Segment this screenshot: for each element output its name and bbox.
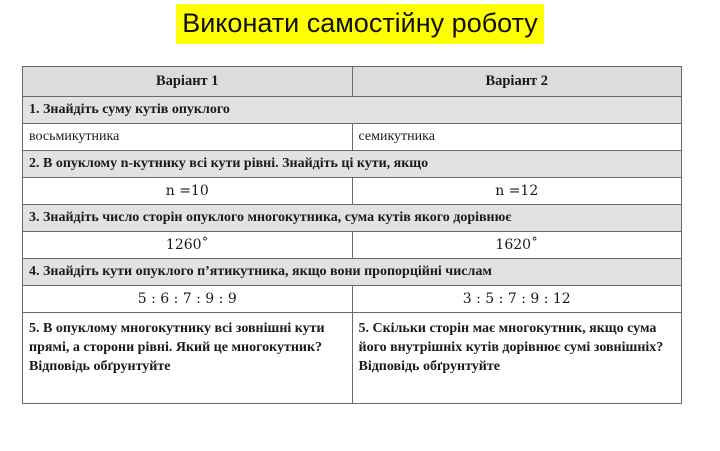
task-4-question: 4. Знайдіть кути опуклого п’ятикутника, якщо вони пропорційні числам [23, 259, 682, 286]
task-3-question: 3. Знайдіть число сторін опуклого многокутника, сума кутів якого дорівнює [23, 205, 682, 232]
task-2-variant-2: n =12 [352, 178, 682, 205]
task-3-question-row [23, 205, 682, 232]
task-5-variant-1: 5. В опуклому многокутнику всі зовнішні кути прямі, а сторони рівні. Який це многокутник? Відповідь обґрунтуйте [23, 313, 353, 404]
task-1-question: 1. Знайдіть суму кутів опуклого [23, 97, 682, 124]
task-4-variant-1: 5 : 6 : 7 : 9 : 9 [23, 286, 353, 313]
task-2-question: 2. В опуклому n-кутнику всі кути рівні. Знайдіть ці кути, якщо [23, 151, 682, 178]
task-1-variant-2: семикутника [352, 124, 682, 151]
task-2-variant-1: n =10 [23, 178, 353, 205]
task-4-answers-row [23, 286, 682, 313]
title-container [0, 4, 720, 44]
tasks-table [22, 66, 682, 404]
task-5-variant-2: 5. Скільки сторін має многокутник, якщо сума його внутрішніх кутів дорівнює сумі зовнішніх? Відповідь обґрунтуйте [352, 313, 682, 404]
task-1-variant-1: восьмикутника [23, 124, 353, 151]
task-4-variant-2: 3 : 5 : 7 : 9 : 12 [352, 286, 682, 313]
header-variant-1: Варіант 1 [23, 67, 353, 97]
task-4-question-row [23, 259, 682, 286]
table-header-row [23, 67, 682, 97]
task-2-answers-row [23, 178, 682, 205]
task-5-row [23, 313, 682, 404]
task-3-variant-2: 1620˚ [352, 232, 682, 259]
page-title: Виконати самостійну роботу [176, 4, 544, 44]
task-3-variant-1: 1260˚ [23, 232, 353, 259]
task-3-answers-row [23, 232, 682, 259]
task-1-answers-row [23, 124, 682, 151]
task-2-question-row [23, 151, 682, 178]
task-1-question-row [23, 97, 682, 124]
header-variant-2: Варіант 2 [352, 67, 682, 97]
